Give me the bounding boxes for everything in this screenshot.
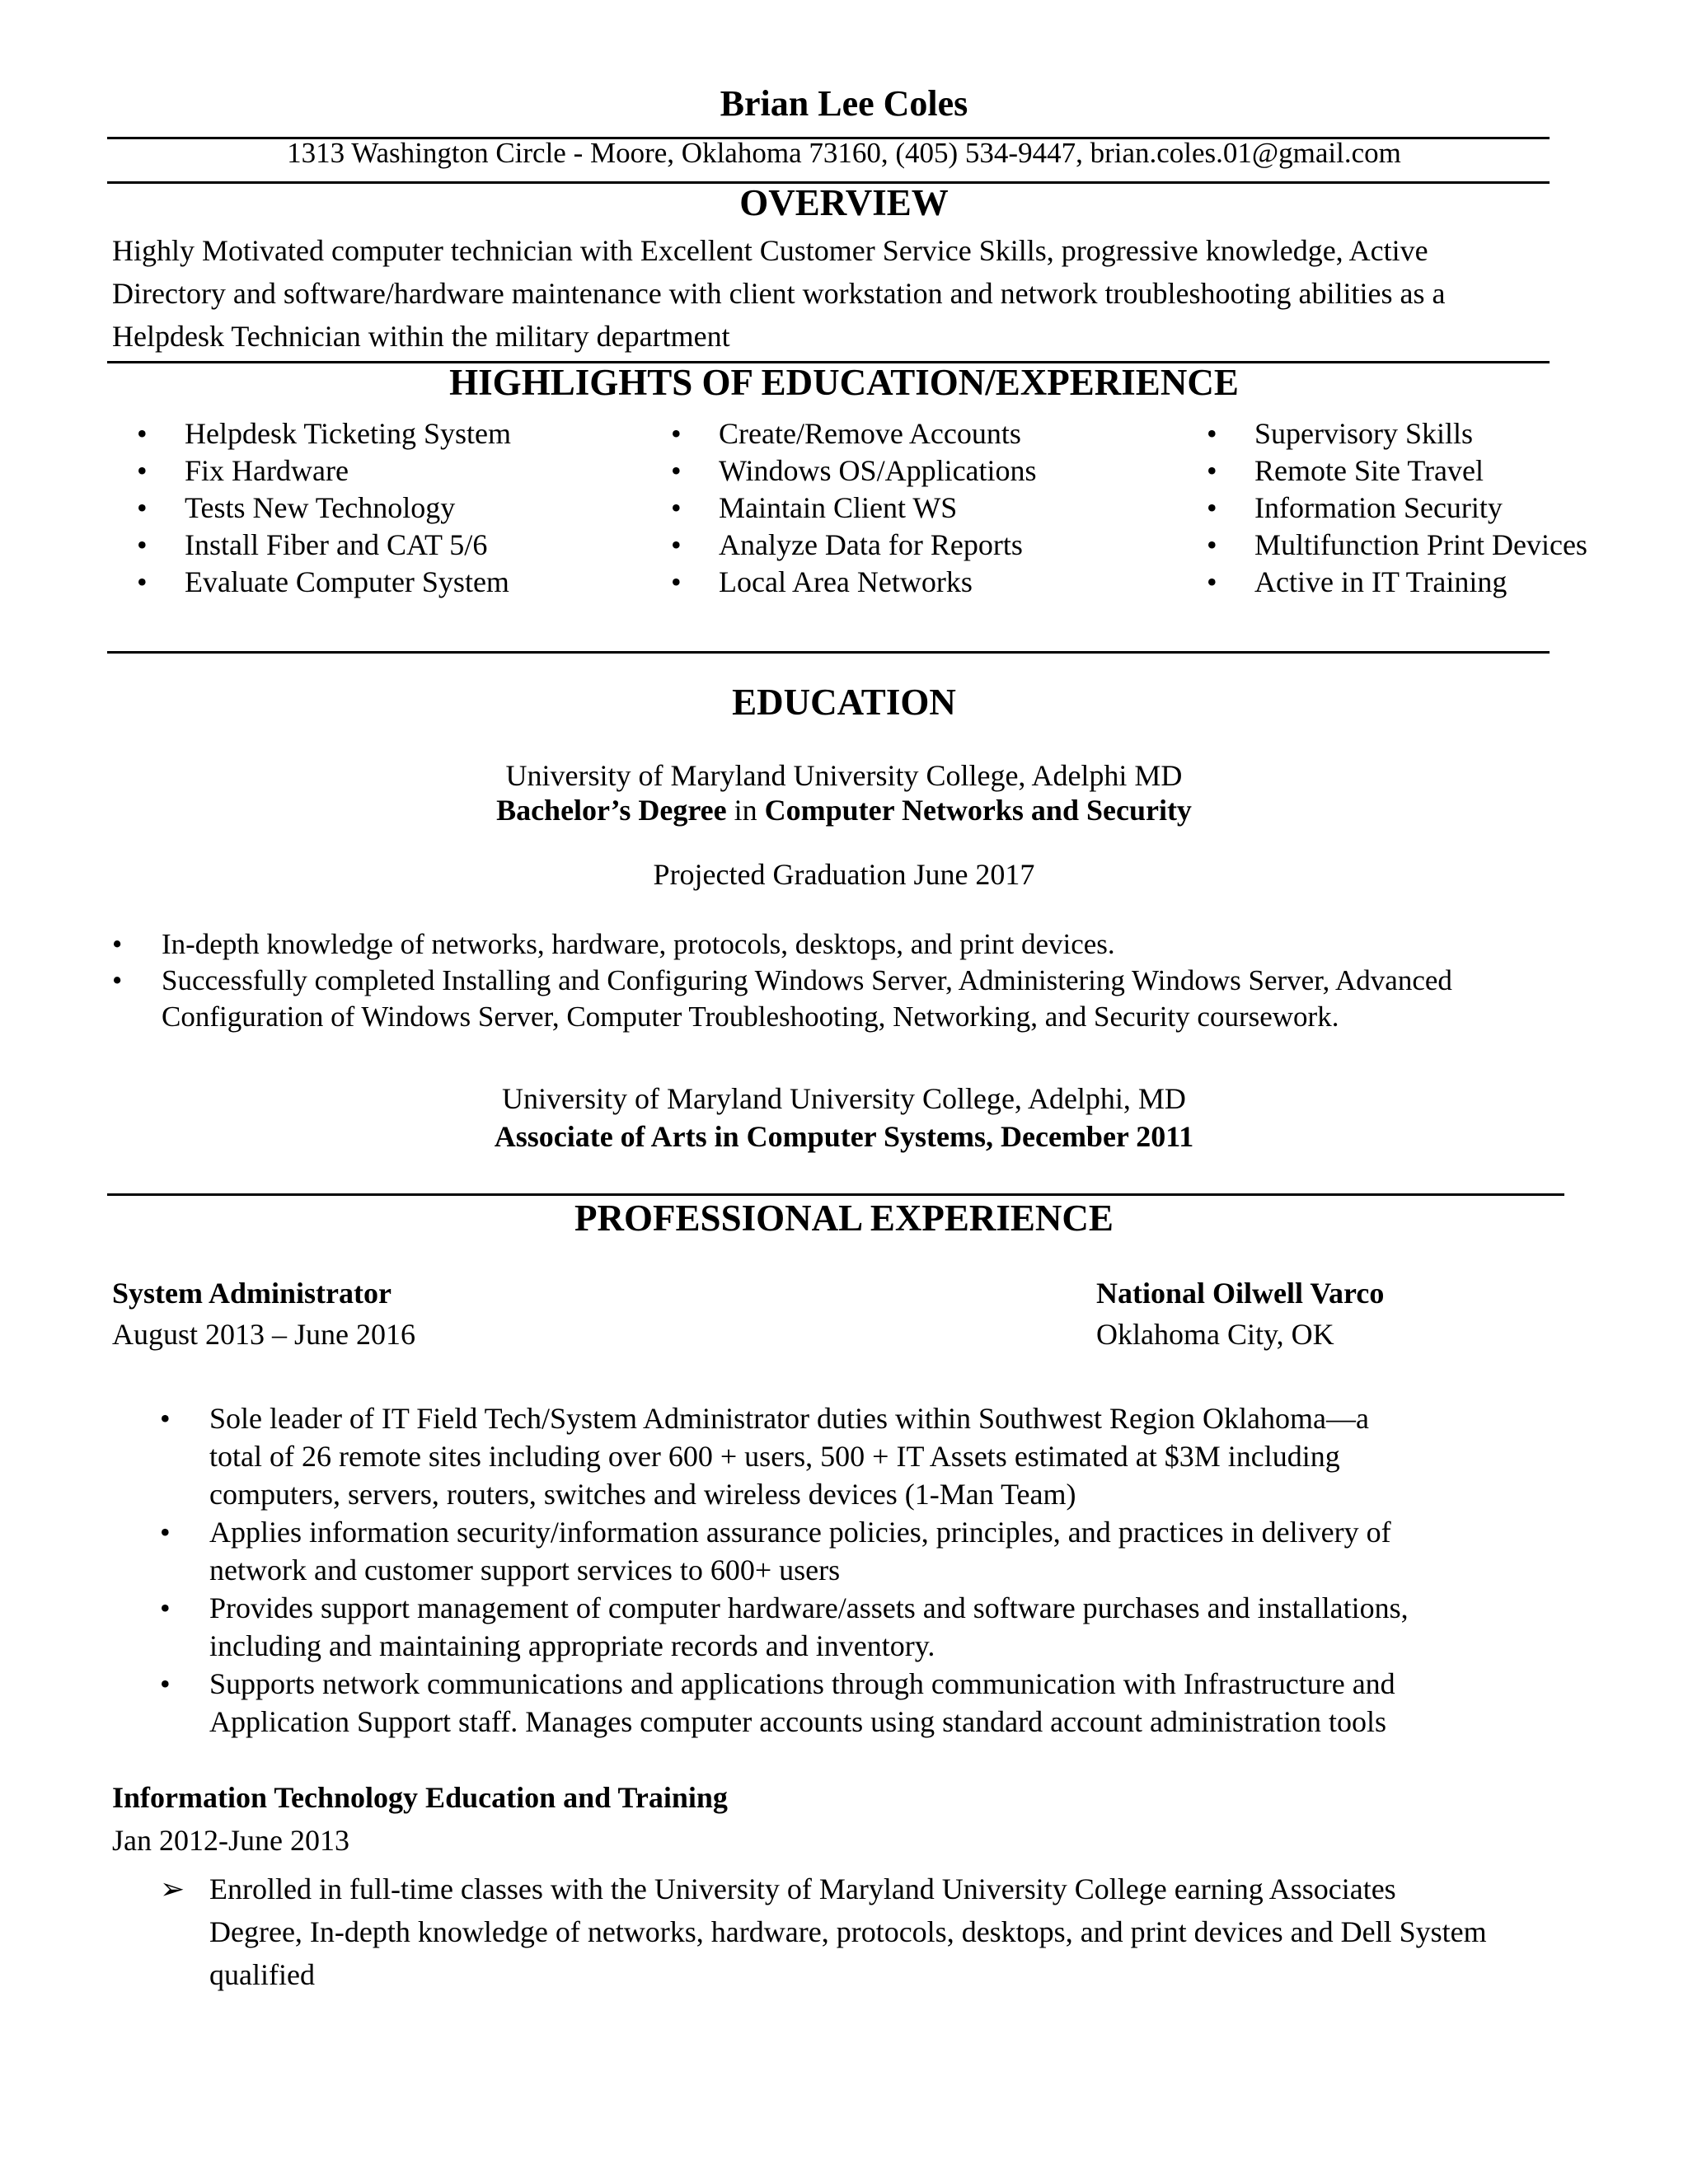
list-item: • Helpdesk Ticketing System (137, 415, 511, 452)
divider (107, 651, 1550, 654)
list-item: • Applies information security/information assurance policies, principles, and practices in delivery of network and customer support services to 600+ users (160, 1513, 1409, 1589)
highlights-column (671, 415, 1037, 601)
education-heading: EDUCATION (732, 682, 956, 723)
list-item: • Install Fiber and CAT 5/6 (137, 527, 511, 564)
list-item: • Successfully completed Installing and Configuring Windows Server, Administering Windows Server, Advanced Configuration of Windows Server, Computer Troubleshooting, Networking, and Security coursework. (112, 963, 1452, 1035)
job-title: System Administrator (112, 1277, 392, 1310)
job-title: Information Technology Education and Training (112, 1781, 728, 1814)
education-bullets (112, 926, 1452, 1035)
list-item: • Windows OS/Applications (671, 452, 1037, 490)
overview-text (112, 229, 1579, 358)
job-dates: August 2013 – June 2016 (112, 1318, 415, 1351)
list-item: • Maintain Client WS (671, 490, 1037, 527)
highlights-heading: HIGHLIGHTS OF EDUCATION/EXPERIENCE (449, 362, 1239, 403)
degree-line: Associate of Arts in Computer Systems, December 2011 (494, 1120, 1194, 1153)
list-item: • Analyze Data for Reports (671, 527, 1037, 564)
list-item: • Active in IT Training (1207, 564, 1587, 601)
contact-info: 1313 Washington Circle - Moore, Oklahoma 73160, (405) 534-9447, brian.coles.01@gmail.com (287, 137, 1401, 169)
list-item: • In-depth knowledge of networks, hardware, protocols, desktops, and print devices. (112, 926, 1452, 963)
list-item: • Multifunction Print Devices (1207, 527, 1587, 564)
school-name: University of Maryland University College, Adelphi MD (505, 759, 1183, 792)
list-item: ➢ Enrolled in full-time classes with the University of Maryland University College earning Associates Degree, In-depth knowledge of networks, hardware, protocols, desktops, and print devices and Dell System qualified (160, 1868, 1487, 1996)
list-item: • Remote Site Travel (1207, 452, 1587, 490)
highlights-column (137, 415, 511, 601)
job-dates: Jan 2012-June 2013 (112, 1824, 349, 1857)
overview-line: Highly Motivated computer technician with Excellent Customer Service Skills, progressive knowledge, Active (112, 234, 1428, 267)
degree-connector: in (726, 794, 765, 827)
degree-field: Computer Networks and Security (764, 794, 1192, 827)
candidate-name: Brian Lee Coles (720, 83, 968, 124)
overview-line: Helpdesk Technician within the military department (112, 320, 730, 353)
list-item: • Supervisory Skills (1207, 415, 1587, 452)
highlights-column (1207, 415, 1587, 601)
school-name: University of Maryland University College, Adelphi, MD (502, 1082, 1186, 1115)
company-name: National Oilwell Varco (1096, 1277, 1385, 1310)
degree-line (0, 793, 1688, 827)
company-location: Oklahoma City, OK (1096, 1318, 1334, 1351)
list-item: • Evaluate Computer System (137, 564, 511, 601)
arrow-bullet-icon: ➢ (160, 1872, 185, 1905)
graduation-date: Projected Graduation June 2017 (653, 858, 1035, 891)
list-item: • Local Area Networks (671, 564, 1037, 601)
list-item: • Provides support management of computer hardware/assets and software purchases and installations, including and maintaining appropriate records and inventory. (160, 1589, 1409, 1665)
job-bullets (160, 1399, 1409, 1741)
list-item: • Fix Hardware (137, 452, 511, 490)
divider (107, 1193, 1564, 1196)
list-item: • Supports network communications and applications through communication with Infrastructure and Application Support staff. Manages computer accounts using standard account administration tools (160, 1665, 1409, 1741)
degree-title: Bachelor’s Degree (496, 794, 727, 827)
experience-heading: PROFESSIONAL EXPERIENCE (574, 1197, 1114, 1239)
list-item: • Sole leader of IT Field Tech/System Administrator duties within Southwest Region Oklahoma—a total of 26 remote sites including over 600 + users, 500 + IT Assets estimated at $3M including computers, servers, routers, switches and wireless devices (1-Man Team) (160, 1399, 1409, 1513)
overview-heading: OVERVIEW (739, 182, 949, 223)
list-item: • Information Security (1207, 490, 1587, 527)
list-item: • Create/Remove Accounts (671, 415, 1037, 452)
list-item: • Tests New Technology (137, 490, 511, 527)
overview-line: Directory and software/hardware maintenance with client workstation and network troubleshooting abilities as a (112, 277, 1446, 310)
